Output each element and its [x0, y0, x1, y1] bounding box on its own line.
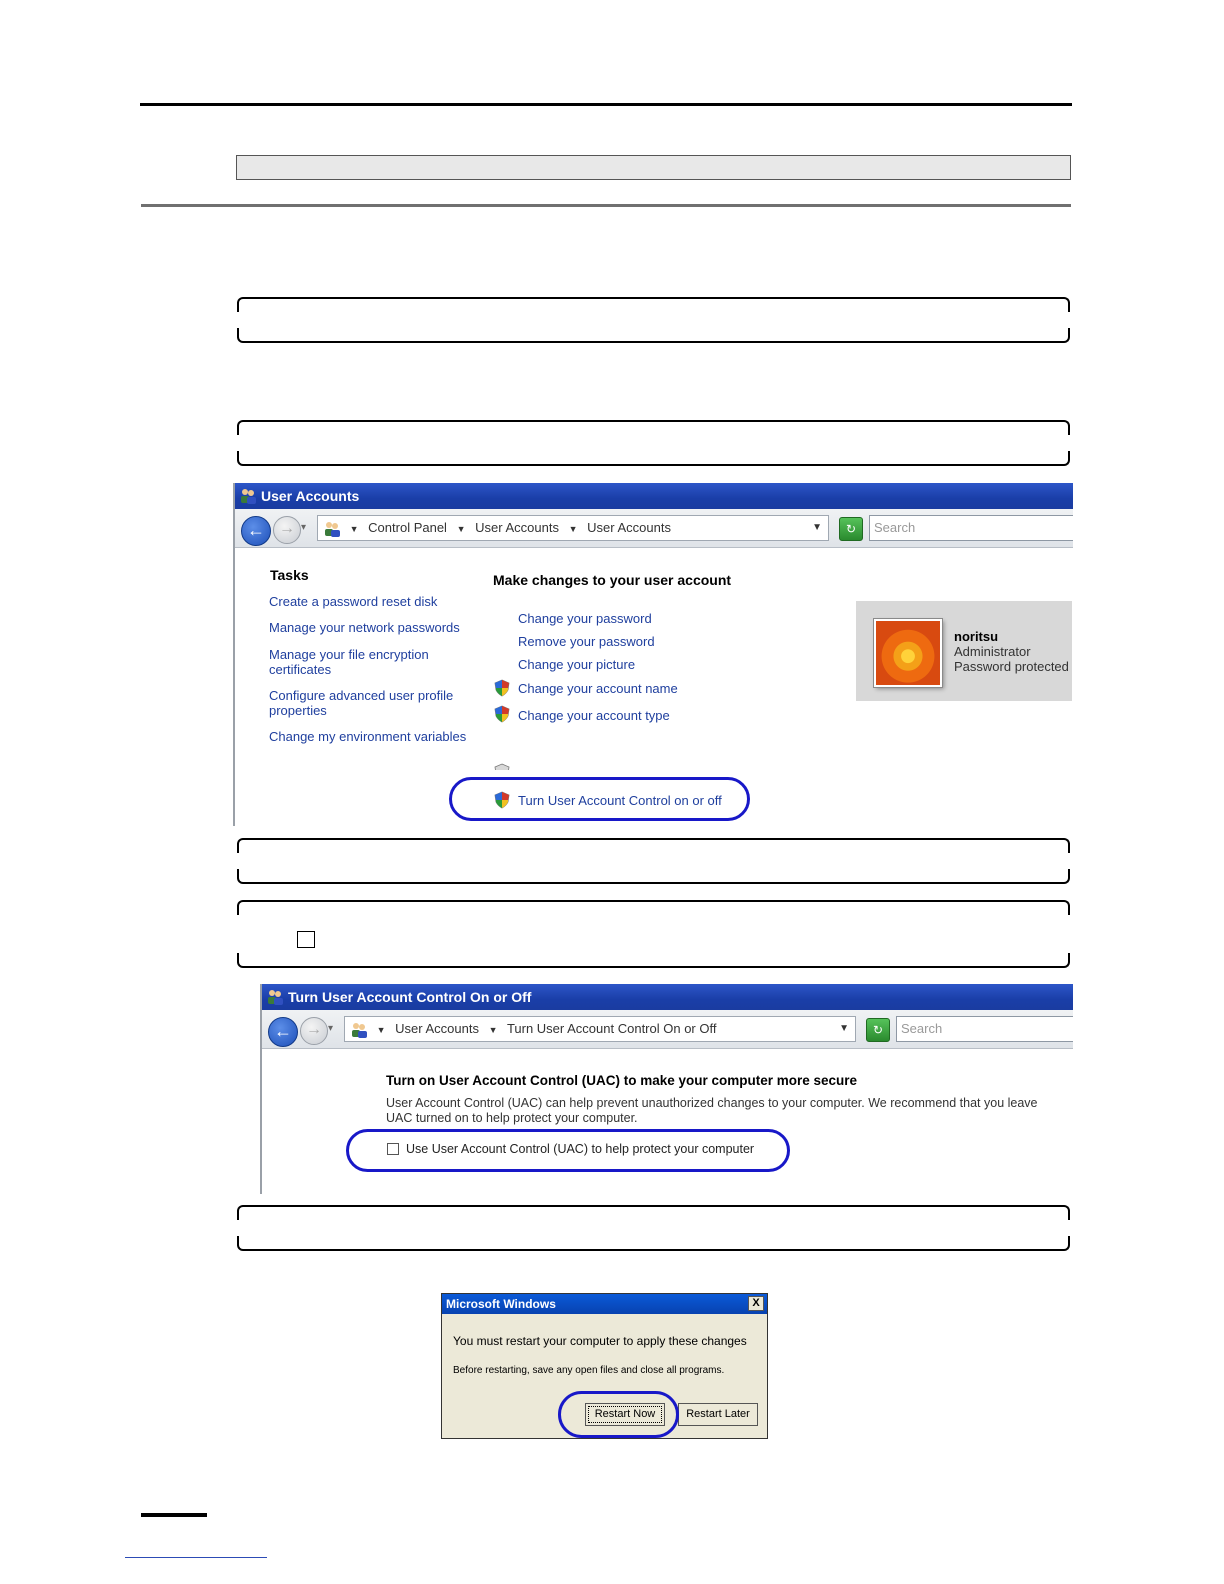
history-dropdown-icon[interactable]: ▾ — [328, 1023, 334, 1034]
tasks-heading: Tasks — [270, 567, 309, 583]
action-link[interactable]: Remove your password — [518, 634, 655, 649]
uac-link[interactable]: Turn User Account Control on or off — [518, 793, 722, 808]
back-arrow-icon[interactable]: ← — [241, 516, 271, 546]
action-link[interactable]: Change your account type — [518, 708, 670, 723]
breadcrumb-item[interactable]: Control Panel — [368, 520, 447, 535]
step-frame-1 — [237, 297, 1070, 343]
breadcrumb-item[interactable]: User Accounts — [395, 1021, 479, 1036]
search-input[interactable]: Search — [869, 515, 1073, 541]
chevron-down-icon: ▼ — [568, 524, 578, 534]
account-status: Password protected — [954, 659, 1069, 674]
header-gray-bar — [236, 155, 1071, 180]
shield-icon — [494, 679, 510, 697]
chevron-down-icon: ▼ — [456, 524, 466, 534]
dialog-title: Microsoft Windows — [442, 1294, 767, 1314]
chevron-down-icon: ▼ — [349, 524, 359, 534]
window-title: User Accounts — [261, 488, 360, 504]
restart-now-highlight — [558, 1391, 679, 1438]
breadcrumb-item[interactable]: User Accounts — [587, 520, 671, 535]
users-icon — [239, 487, 257, 505]
task-link[interactable]: Change my environment variables — [269, 729, 467, 744]
header-rule-lower — [141, 204, 1071, 207]
forward-arrow-icon[interactable]: → — [273, 516, 301, 544]
main-heading: Make changes to your user account — [493, 572, 732, 588]
step-frame-5 — [237, 1205, 1070, 1251]
forward-arrow-icon[interactable]: → — [300, 1017, 328, 1045]
account-role: Administrator — [954, 644, 1031, 659]
address-field[interactable] — [344, 1016, 856, 1042]
users-icon — [266, 988, 284, 1006]
account-panel — [856, 601, 1072, 701]
uac-link-highlight — [449, 777, 750, 821]
dialog-message: You must restart your computer to apply these changes — [453, 1334, 747, 1348]
chevron-down-icon: ▼ — [376, 1025, 386, 1035]
avatar — [874, 619, 942, 687]
step-frame-3 — [237, 838, 1070, 884]
action-link[interactable]: Change your password — [518, 611, 652, 626]
breadcrumb-item[interactable]: User Accounts — [475, 520, 559, 535]
title-bar — [262, 984, 1073, 1010]
footer-link-underline — [125, 1557, 267, 1558]
control-panel-icon — [349, 1021, 369, 1039]
shield-icon — [494, 705, 510, 723]
search-input[interactable]: Search — [896, 1016, 1073, 1042]
close-icon[interactable]: X — [748, 1296, 764, 1311]
restart-later-button[interactable]: Restart Later — [678, 1403, 758, 1426]
uac-checkbox-highlight — [346, 1129, 790, 1172]
chevron-down-icon: ▼ — [488, 1025, 498, 1035]
refresh-icon[interactable]: ↻ — [839, 517, 863, 541]
action-link[interactable]: Change your account name — [518, 681, 678, 696]
breadcrumb-item[interactable]: Turn User Account Control On or Off — [506, 1021, 717, 1036]
task-link[interactable]: Manage your network passwords — [269, 620, 460, 635]
account-name: noritsu — [954, 629, 999, 644]
step-frame-4 — [237, 900, 1070, 968]
uac-heading: Turn on User Account Control (UAC) to make your computer more secure — [386, 1073, 858, 1088]
address-dropdown-icon[interactable]: ▼ — [839, 1023, 849, 1034]
restart-now-button[interactable]: Restart Now — [585, 1403, 665, 1426]
dialog-submessage: Before restarting, save any open files and close all programs. — [453, 1365, 725, 1376]
address-dropdown-icon[interactable]: ▼ — [812, 522, 822, 533]
window-title: Turn User Account Control On or Off — [288, 989, 532, 1005]
user-accounts-window — [233, 483, 1073, 826]
title-bar — [235, 483, 1073, 509]
address-bar — [262, 1010, 1073, 1049]
address-field[interactable] — [317, 515, 829, 541]
back-arrow-icon[interactable]: ← — [268, 1017, 298, 1047]
checkbox-symbol — [297, 931, 315, 948]
task-link[interactable]: Create a password reset disk — [269, 594, 438, 609]
address-bar — [235, 509, 1073, 548]
footer-rule — [141, 1513, 207, 1517]
header-rule — [140, 103, 1072, 106]
control-panel-icon — [322, 520, 342, 538]
action-link[interactable]: Change your picture — [518, 657, 636, 672]
step-frame-2 — [237, 420, 1070, 466]
uac-description: User Account Control (UAC) can help prevent unauthorized changes to your computer. We recommend that you leave UAC turned on to help protect your computer. — [386, 1096, 1038, 1125]
history-dropdown-icon[interactable]: ▾ — [301, 522, 307, 533]
uac-checkbox-label[interactable]: Use User Account Control (UAC) to help protect your computer — [406, 1142, 755, 1156]
refresh-icon[interactable]: ↻ — [866, 1018, 890, 1042]
task-link[interactable]: Configure advanced user profile properties — [269, 688, 454, 718]
task-link[interactable]: Manage your file encryption certificates — [269, 647, 429, 677]
